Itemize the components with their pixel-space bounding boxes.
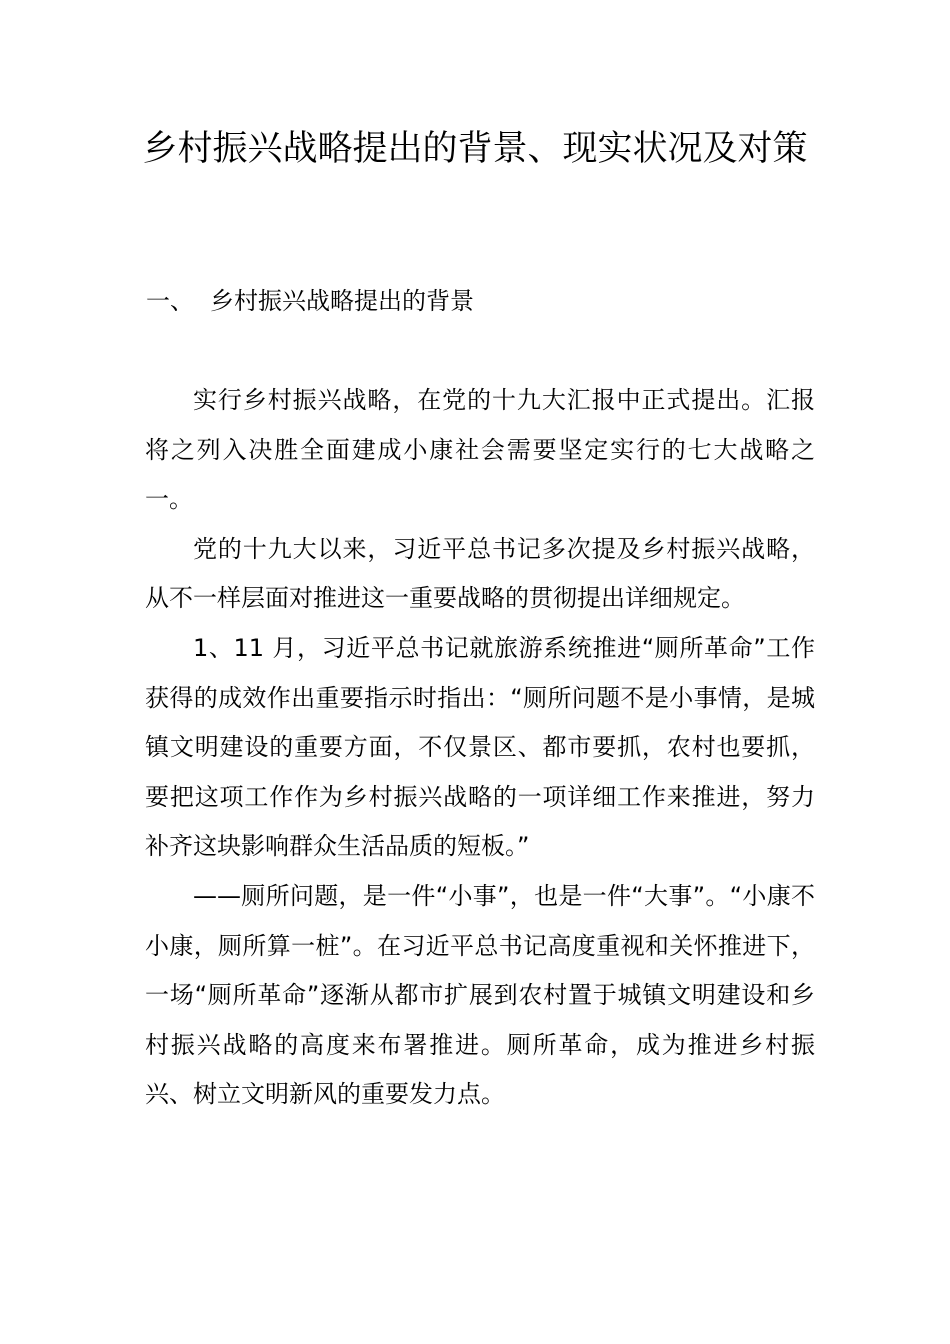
paragraph: ——厕所问题，是一件“小事”，也是一件“大事”。“小康不小康，厕所算一桩”。在习近平总书记高度重视和关怀推进下，一场“厕所革命”逐渐从都市扩展到农村置于城镇文明建设和乡村振兴战略的高度来布署推进。厕所革命，成为推进乡村振兴、树立文明新风的重要发力点。 <box>145 881 815 1109</box>
paragraph: 1、11 月，习近平总书记就旅游系统推进“厕所革命”工作获得的成效作出重要指示时指出：“厕所问题不是小事情，是城镇文明建设的重要方面，不仅景区、都市要抓，农村也要抓，要把这项工作作为乡村振兴战略的一项详细工作来推进，努力补齐这块影响群众生活品质的短板。” <box>145 633 815 861</box>
paragraph: 实行乡村振兴战略，在党的十九大汇报中正式提出。汇报将之列入决胜全面建成小康社会需要坚定实行的七大战略之一。 <box>145 386 815 514</box>
section-heading-text: 乡村振兴战略提出的背景 <box>210 287 474 315</box>
section-heading <box>146 283 474 319</box>
document-title: 乡村振兴战略提出的背景、现实状况及对策 <box>142 129 808 169</box>
document-body <box>145 376 815 1120</box>
paragraph: 党的十九大以来，习近平总书记多次提及乡村振兴战略，从不一样层面对推进这一重要战略的贯彻提出详细规定。 <box>145 534 815 613</box>
section-number: 一、 <box>146 287 194 315</box>
